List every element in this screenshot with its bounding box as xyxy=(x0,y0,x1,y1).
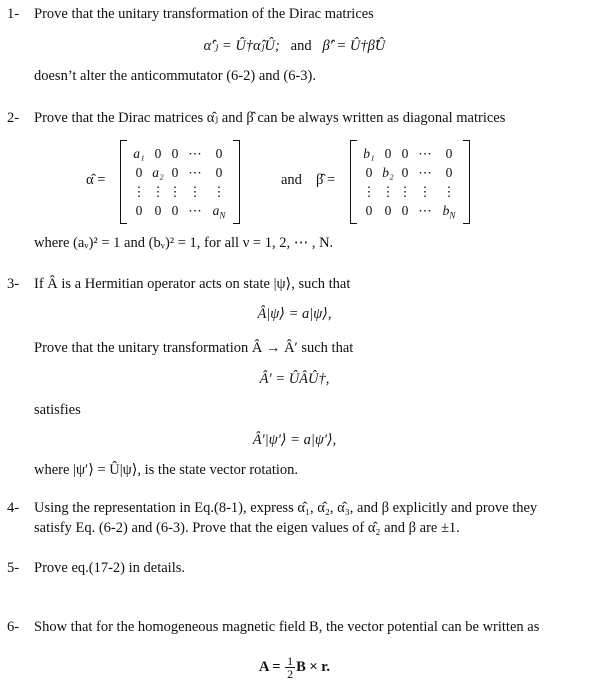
beta-cell: ⋯ xyxy=(418,165,432,180)
problem-1-text2: doesn’t alter the anticommutator (6-2) and (6-3). xyxy=(34,68,316,84)
beta-prime-eq: β̂′ = Û†β̂Û xyxy=(322,38,386,54)
beta-cell: ⋮ xyxy=(442,184,456,199)
beta-cell: 0 xyxy=(384,203,392,218)
beta-cell: 0 xyxy=(401,146,409,161)
alpha-cell: a₂ xyxy=(152,165,164,180)
eq-and: and xyxy=(290,38,312,54)
alpha-cell: ⋮ xyxy=(188,184,202,199)
problem-1-number: 1- xyxy=(7,6,20,22)
problem-2-number: 2- xyxy=(7,110,20,126)
alpha-cell: 0 xyxy=(135,165,143,180)
alpha-cell: ⋮ xyxy=(212,184,226,199)
problem-5-text: Prove eq.(17-2) in details. xyxy=(34,560,186,576)
beta-cell: ⋮ xyxy=(362,184,376,199)
problem-3-satisfies: satisfies xyxy=(34,402,81,418)
alpha-cell: ⋮ xyxy=(168,184,182,199)
beta-cell: b₂ xyxy=(382,165,394,180)
alpha-cell: 0 xyxy=(215,146,223,161)
alpha-cell: ⋮ xyxy=(151,184,165,199)
fraction-denominator: 2 xyxy=(287,667,294,681)
alpha-matrix xyxy=(120,140,240,224)
rotated-eigen-equation: Â′|ψ′⟩ = a|ψ′⟩, xyxy=(252,432,337,448)
alpha-cell: 0 xyxy=(154,203,162,218)
unitary-equation: Â′ = ÛÂÛ†, xyxy=(259,371,330,387)
alpha-cell: 0 xyxy=(171,203,179,218)
problem-3-text: If Â is a Hermitian operator acts on state |ψ⟩, such that xyxy=(34,276,351,292)
beta-cell: 0 xyxy=(384,146,392,161)
eigen-equation: Â|ψ⟩ = a|ψ⟩, xyxy=(257,306,332,322)
alpha-cell: a₁ xyxy=(133,146,145,161)
alpha-label: α̂ = xyxy=(86,172,106,188)
beta-cell: 0 xyxy=(445,146,453,161)
beta-matrix xyxy=(350,140,470,224)
alpha-cell: ⋯ xyxy=(188,146,202,161)
alpha-prime-eq: α̂′ⱼ = Û†α̂ⱼÛ; xyxy=(203,38,280,54)
beta-cell: 0 xyxy=(365,165,373,180)
beta-cell: 0 xyxy=(365,203,373,218)
problem-3-text2: Prove that the unitary transformation Â → Â′ such that xyxy=(34,340,354,356)
alpha-cell: 0 xyxy=(171,146,179,161)
alpha-cell: ⋮ xyxy=(132,184,146,199)
problem-3-eq2 xyxy=(0,369,589,389)
beta-cell: 0 xyxy=(401,165,409,180)
matrix-equation xyxy=(0,140,589,224)
alpha-cell: 0 xyxy=(154,146,162,161)
beta-cell: ⋯ xyxy=(418,203,432,218)
beta-cell: $b_N$ xyxy=(442,203,456,221)
beta-cell: ⋮ xyxy=(418,184,432,199)
beta-cell: 0 xyxy=(445,165,453,180)
problem-1-equation xyxy=(0,36,589,56)
alpha-matrix-grid xyxy=(127,144,233,220)
problem-5-number: 5- xyxy=(7,560,20,576)
problem-3-eq1 xyxy=(0,304,589,324)
beta-cell: ⋮ xyxy=(398,184,412,199)
problem-4-number: 4- xyxy=(7,500,20,516)
problem-6-equation xyxy=(0,655,589,680)
one-half-fraction xyxy=(285,655,295,680)
problem-3-where: where |ψ′⟩ = Û|ψ⟩, is the state vector rotation. xyxy=(34,462,299,478)
alpha-cell: 0 xyxy=(171,165,179,180)
beta-cell: ⋯ xyxy=(418,146,432,161)
vector-potential-lhs: A = xyxy=(258,658,285,675)
problem-2-text: Prove that the Dirac matrices α̂ⱼ and β̂ can be always written as diagonal matrices xyxy=(34,110,506,126)
alpha-cell: ⋯ xyxy=(188,165,202,180)
alpha-cell: ⋯ xyxy=(188,203,202,218)
problem-6-text: Show that for the homogeneous magnetic field B, the vector potential can be written as xyxy=(34,619,540,635)
beta-label: β̂ = xyxy=(316,172,336,188)
problem-1-text: Prove that the unitary transformation of the Dirac matrices xyxy=(34,6,374,22)
fraction-numerator: 1 xyxy=(287,654,294,668)
beta-cell: b₁ xyxy=(363,146,375,161)
alpha-cell: 0 xyxy=(135,203,143,218)
problem-3-number: 3- xyxy=(7,276,20,292)
vector-potential-rhs: B × r. xyxy=(296,658,331,675)
alpha-cell: $a_N$ xyxy=(212,203,226,221)
problem-2-where: where (aᵥ)² = 1 and (bᵥ)² = 1, for all ν = 1, 2, ⋯ , N. xyxy=(34,235,334,251)
matrix-and: and xyxy=(281,172,302,188)
alpha-cell: 0 xyxy=(215,165,223,180)
problem-3-eq3 xyxy=(0,430,589,450)
problem-4-line1: Using the representation in Eq.(8-1), express α̂₁, α̂₂, α̂₃, and β explicitly and prove they xyxy=(34,500,538,516)
problem-4-line2: satisfy Eq. (6-2) and (6-3). Prove that the eigen values of α̂₂ and β are ±1. xyxy=(34,520,460,536)
beta-cell: 0 xyxy=(401,203,409,218)
beta-matrix-grid xyxy=(357,144,463,220)
problem-6-number: 6- xyxy=(7,619,20,635)
beta-cell: ⋮ xyxy=(381,184,395,199)
